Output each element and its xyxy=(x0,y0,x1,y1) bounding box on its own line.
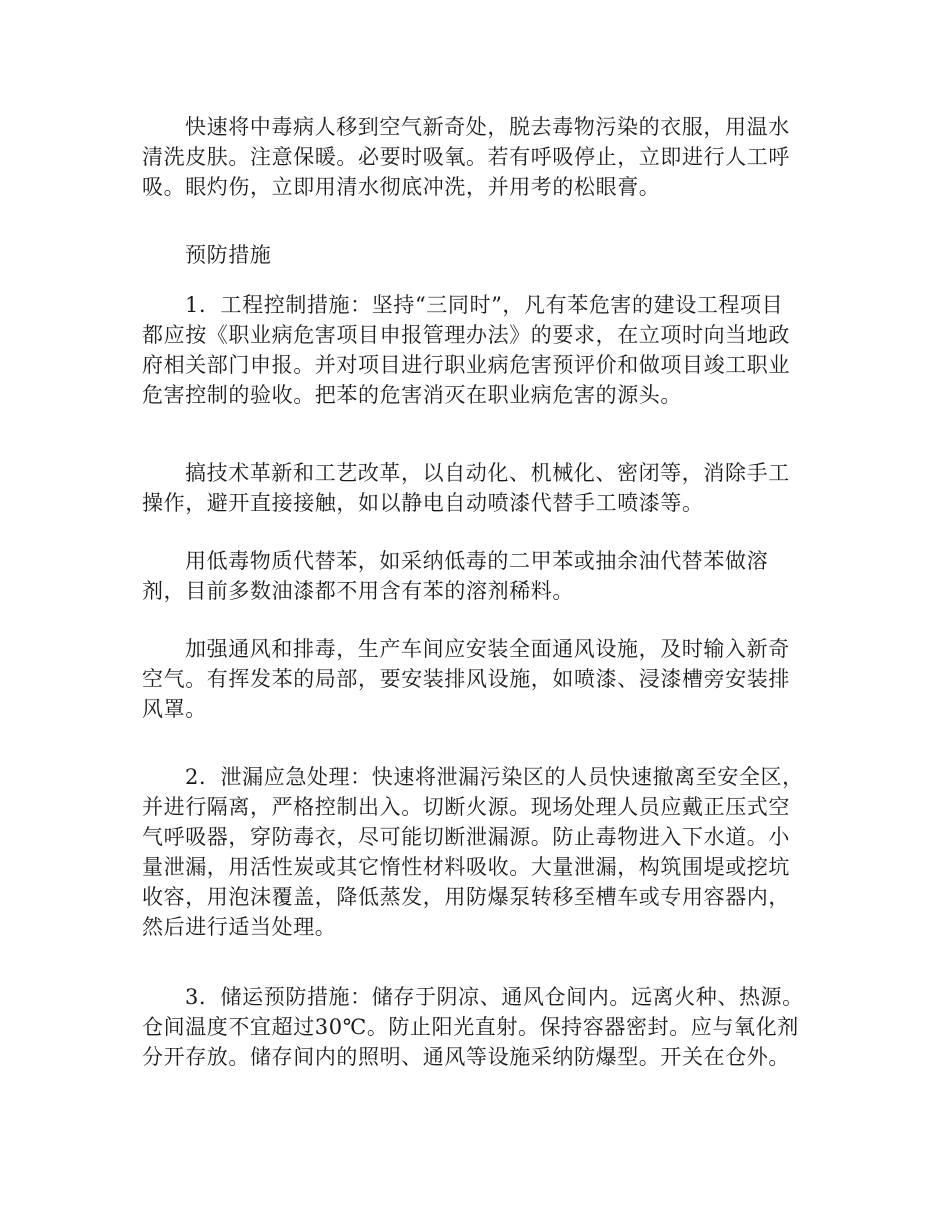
text-line: 仓间温度不宜超过30℃。防止阳光直射。保持容器密封。应与氧化剂 xyxy=(142,1015,799,1039)
paragraph-engineering-control xyxy=(142,290,807,410)
text-line: 吸。眼灼伤，立即用清水彻底冲洗，并用考的松眼膏。 xyxy=(142,175,661,199)
paragraph-technical-innovation xyxy=(142,458,807,518)
text-line: 分开存放。储存间内的照明、通风等设施采纳防爆型。开关在仓外。 xyxy=(142,1045,790,1069)
text-line: 1．工程控制措施：坚持“三同时”，凡有苯危害的建设工程项目 xyxy=(185,293,784,317)
text-line: 剂，目前多数油漆都不用含有苯的溶剂稀料。 xyxy=(142,579,574,603)
paragraph-first-aid xyxy=(142,112,807,202)
text-line: 空气。有挥发苯的局部，要安装排风设施，如喷漆、浸漆槽旁安装排 xyxy=(142,667,790,691)
text-line: 2．泄漏应急处理：快速将泄漏污染区的人员快速撤离至安全区， xyxy=(185,765,804,789)
text-line: 收容，用泡沫覆盖，降低蒸发，用防爆泵转移至槽车或专用容器内， xyxy=(142,885,790,909)
text-line: 府相关部门申报。并对项目进行职业病危害预评价和做项目竣工职业 xyxy=(142,353,790,377)
paragraph-low-toxicity-substitute xyxy=(142,546,807,606)
text-line: 3．储运预防措施：储存于阴凉、通风仓间内。远离火种、热源。 xyxy=(185,985,804,1009)
section-heading-prevention xyxy=(142,240,807,270)
text-line: 并进行隔离，严格控制出入。切断火源。现场处理人员应戴正压式空 xyxy=(142,795,790,819)
text-line: 加强通风和排毒，生产车间应安装全面通风设施，及时输入新奇 xyxy=(185,637,790,661)
paragraph-ventilation xyxy=(142,634,807,724)
text-line: 预防措施 xyxy=(185,243,272,267)
text-line: 气呼吸器，穿防毒衣，尽可能切断泄漏源。防止毒物进入下水道。小 xyxy=(142,825,790,849)
text-line: 危害控制的验收。把苯的危害消灭在职业病危害的源头。 xyxy=(142,383,682,407)
text-line: 清洗皮肤。注意保暖。必要时吸氧。若有呼吸停止，立即进行人工呼 xyxy=(142,145,790,169)
text-line: 操作，避开直接接触，如以静电自动喷漆代替手工喷漆等。 xyxy=(142,491,704,515)
text-line: 快速将中毒病人移到空气新奇处，脱去毒物污染的衣服，用温水 xyxy=(185,115,790,139)
text-line: 风罩。 xyxy=(142,697,207,721)
paragraph-leak-emergency xyxy=(142,762,807,942)
text-line: 量泄漏，用活性炭或其它惰性材料吸收。大量泄漏，构筑围堤或挖坑 xyxy=(142,855,790,879)
text-line: 都应按《职业病危害项目申报管理办法》的要求，在立项时向当地政 xyxy=(142,323,790,347)
paragraph-storage-transport xyxy=(142,982,807,1072)
text-line: 搞技术革新和工艺改革，以自动化、机械化、密闭等，消除手工 xyxy=(185,461,790,485)
text-line: 用低毒物质代替苯，如采纳低毒的二甲苯或抽余油代替苯做溶 xyxy=(185,549,769,573)
text-line: 然后进行适当处理。 xyxy=(142,915,337,939)
